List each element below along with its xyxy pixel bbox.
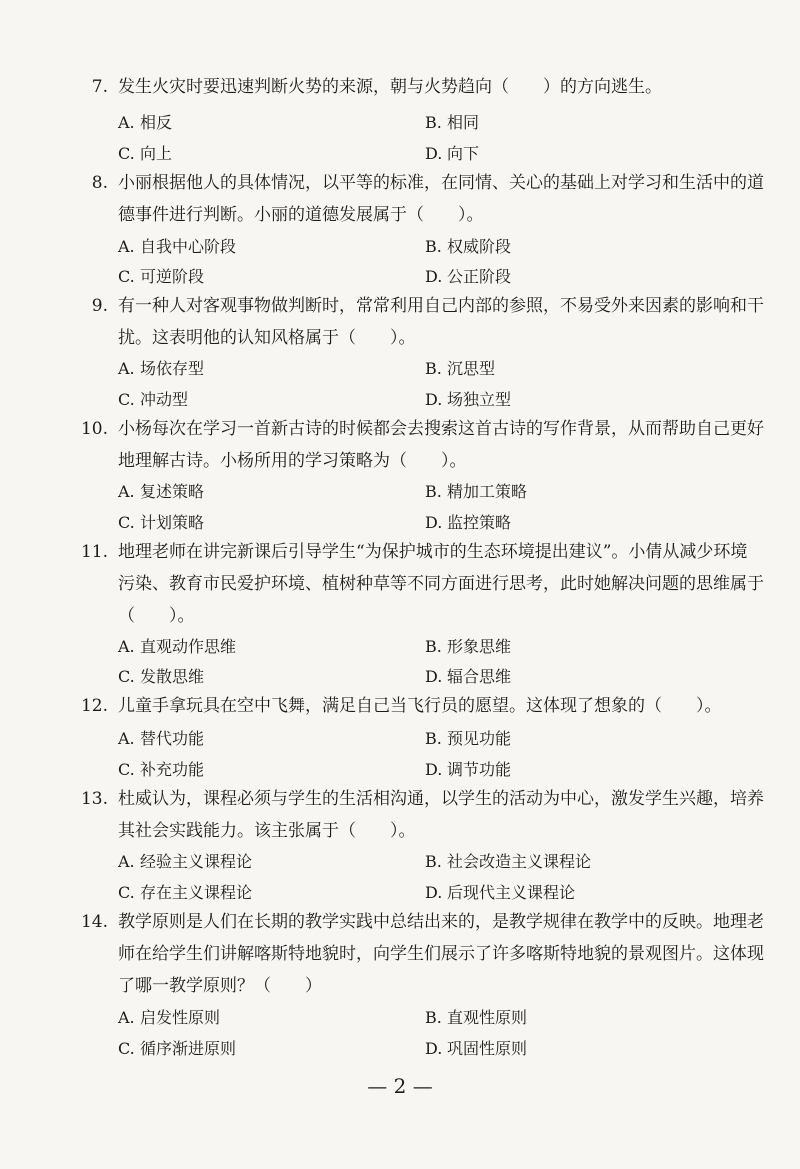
question-text: （ ）。 (118, 606, 195, 626)
question-text: 杜威认为，课程必须与学生的生活相沟通，以学生的活动为中心，激发学生兴趣，培养 (118, 789, 764, 809)
option-d: D. 巩固性原则 (425, 1039, 528, 1058)
question-number: 12. (80, 696, 108, 716)
option-b: B. 形象思维 (425, 637, 512, 656)
option-c: C. 冲动型 (118, 390, 189, 409)
option-d: D. 向下 (425, 144, 480, 163)
option-b: B. 精加工策略 (425, 482, 528, 501)
option-b: B. 直观性原则 (425, 1008, 528, 1027)
option-d: D. 调节功能 (425, 760, 512, 779)
option-d: D. 后现代主义课程论 (425, 883, 576, 902)
option-c: C. 存在主义课程论 (118, 883, 253, 902)
option-a: A. 自我中心阶段 (118, 237, 237, 256)
option-a: A. 复述策略 (118, 482, 205, 501)
option-c: C. 补充功能 (118, 760, 205, 779)
question-text: 地理老师在讲完新课后引导学生“为保护城市的生态环境提出建议”。小倩从减少环境 (118, 542, 748, 562)
option-b: B. 相同 (425, 113, 480, 132)
option-d: D. 公正阶段 (425, 267, 512, 286)
option-c: C. 发散思维 (118, 667, 205, 686)
option-d: D. 监控策略 (425, 513, 512, 532)
option-b: B. 沉思型 (425, 359, 496, 378)
option-a: A. 经验主义课程论 (118, 852, 253, 871)
question-number: 10. (80, 419, 108, 439)
question-text: 其社会实践能力。该主张属于（ ）。 (118, 821, 416, 841)
option-c: C. 可逆阶段 (118, 267, 205, 286)
question-number: 13. (80, 789, 108, 809)
question-number: 8. (91, 173, 108, 193)
question-number: 11. (80, 542, 108, 562)
question-text: 儿童手拿玩具在空中飞舞，满足自己当飞行员的愿望。这体现了想象的（ ）。 (118, 696, 722, 716)
option-a: A. 场依存型 (118, 359, 205, 378)
question-text: 有一种人对客观事物做判断时，常常利用自己内部的参照，不易受外来因素的影响和干 (118, 296, 764, 316)
option-c: C. 计划策略 (118, 513, 205, 532)
question-text: 小杨每次在学习一首新古诗的时候都会去搜索这首古诗的写作背景，从而帮助自己更好 (118, 419, 764, 439)
option-b: B. 预见功能 (425, 729, 512, 748)
question-text: 德事件进行判断。小丽的道德发展属于（ ）。 (118, 205, 484, 225)
question-text: 地理解古诗。小杨所用的学习策略为（ ）。 (118, 451, 467, 471)
question-number: 9. (91, 296, 108, 316)
page-number: — 2 — (367, 1074, 433, 1098)
question-text: 了哪一教学原则？（ ） (118, 976, 322, 996)
question-text: 发生火灾时要迅速判断火势的来源，朝与火势趋向（ ）的方向逃生。 (118, 77, 662, 97)
question-text: 师在给学生们讲解喀斯特地貌时，向学生们展示了许多喀斯特地貌的景观图片。这体现 (118, 944, 764, 964)
question-number: 7. (91, 77, 108, 97)
option-a: A. 启发性原则 (118, 1008, 221, 1027)
question-text: 小丽根据他人的具体情况，以平等的标准，在同情、关心的基础上对学习和生活中的道 (118, 173, 764, 193)
option-d: D. 场独立型 (425, 390, 512, 409)
option-a: A. 直观动作思维 (118, 637, 237, 656)
option-a: A. 相反 (118, 113, 173, 132)
question-text: 污染、教育市民爱护环境、植树种草等不同方面进行思考，此时她解决问题的思维属于 (118, 574, 764, 594)
question-number: 14. (80, 912, 108, 932)
option-c: C. 循序渐进原则 (118, 1039, 237, 1058)
option-b: B. 权威阶段 (425, 237, 512, 256)
option-b: B. 社会改造主义课程论 (425, 852, 592, 871)
option-d: D. 辐合思维 (425, 667, 512, 686)
question-text: 教学原则是人们在长期的教学实践中总结出来的，是教学规律在教学中的反映。地理老 (118, 912, 764, 932)
option-c: C. 向上 (118, 144, 173, 163)
option-a: A. 替代功能 (118, 729, 205, 748)
question-text: 扰。这表明他的认知风格属于（ ）。 (118, 328, 416, 348)
